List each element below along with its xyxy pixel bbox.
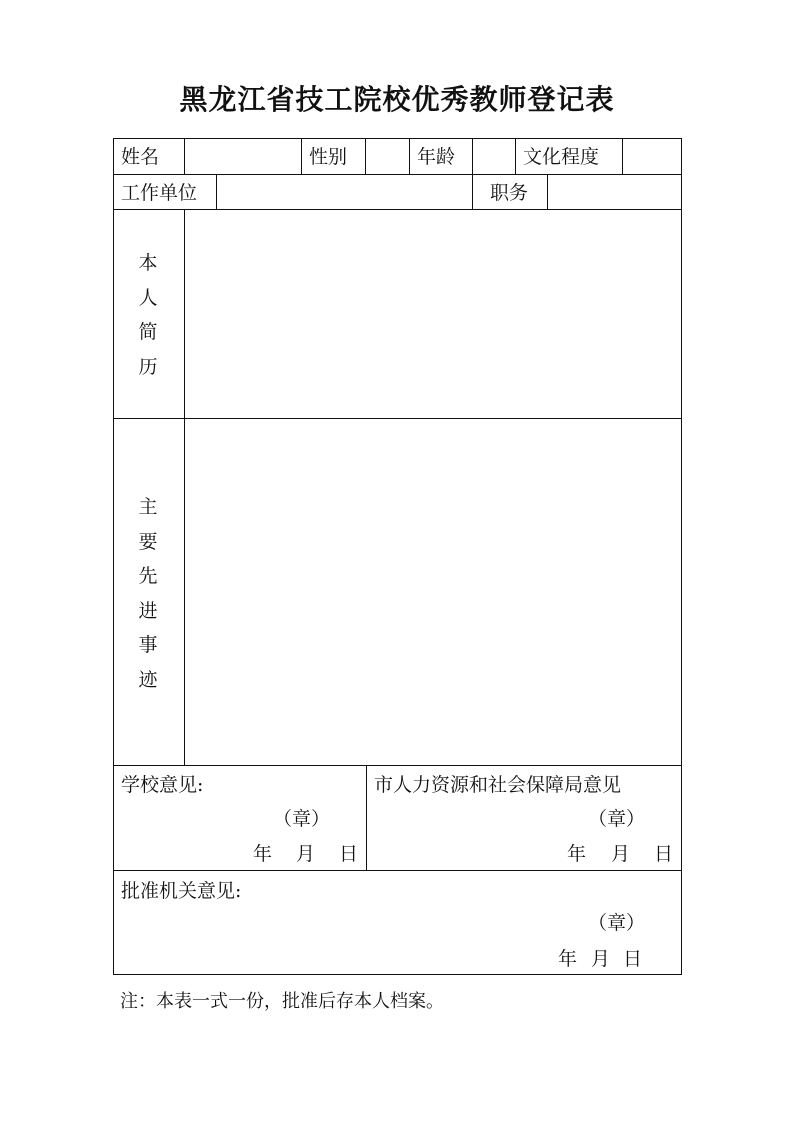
achievements-field[interactable] <box>185 419 681 765</box>
col-divider <box>301 138 302 174</box>
workplace-label: 工作单位 <box>121 182 198 204</box>
footnote: 注：本表一式一份，批准后存本人档案。 <box>120 991 444 1012</box>
school-date-day: 日 <box>339 843 359 865</box>
resume-field[interactable] <box>185 210 681 418</box>
achievements-label-char: 事 <box>138 634 158 656</box>
resume-label-char: 简 <box>138 321 158 343</box>
approval-date-month: 月 <box>591 948 611 970</box>
col-divider <box>409 138 410 174</box>
gender-field[interactable] <box>366 139 409 174</box>
bureau-date-year: 年 <box>567 843 587 865</box>
achievements-label <box>136 490 160 697</box>
achievements-label-char: 先 <box>138 565 158 587</box>
row-divider <box>113 765 682 766</box>
col-divider <box>472 174 473 209</box>
bureau-date-month: 月 <box>611 843 631 865</box>
col-divider <box>515 138 516 174</box>
name-label: 姓名 <box>121 146 160 168</box>
achievements-label-char: 要 <box>138 530 158 553</box>
school-date-month: 月 <box>296 843 316 865</box>
achievements-label-char: 迹 <box>138 668 158 691</box>
resume-label-char: 人 <box>138 286 158 309</box>
form-title: 黑龙江省技工院校优秀教师登记表 <box>179 83 615 116</box>
education-label: 文化程度 <box>523 146 600 168</box>
school-date-year: 年 <box>253 843 273 865</box>
resume-label-char: 历 <box>138 355 158 378</box>
bureau-opinion-label: 市人力资源和社会保障局意见 <box>374 774 622 796</box>
workplace-field[interactable] <box>217 175 472 209</box>
approval-seal: （章） <box>588 912 646 934</box>
education-field[interactable] <box>623 139 681 174</box>
achievements-label-char: 进 <box>138 599 158 622</box>
name-field[interactable] <box>185 139 301 174</box>
approval-date-year: 年 <box>558 948 578 970</box>
approval-opinion-label: 批准机关意见: <box>121 880 242 902</box>
school-opinion-label: 学校意见: <box>121 774 204 796</box>
col-divider <box>366 765 367 870</box>
position-label: 职务 <box>490 182 529 204</box>
row-divider <box>113 870 682 871</box>
approval-date-day: 日 <box>623 948 643 970</box>
position-field[interactable] <box>548 175 681 209</box>
age-field[interactable] <box>473 139 515 174</box>
bureau-date-day: 日 <box>654 843 674 865</box>
age-label: 年龄 <box>417 146 456 168</box>
resume-label <box>136 246 160 384</box>
achievements-label-char: 主 <box>138 496 158 518</box>
gender-label: 性别 <box>309 146 348 168</box>
bureau-seal: （章） <box>588 808 646 830</box>
resume-label-char: 本 <box>138 252 158 274</box>
school-seal: （章） <box>273 808 331 830</box>
